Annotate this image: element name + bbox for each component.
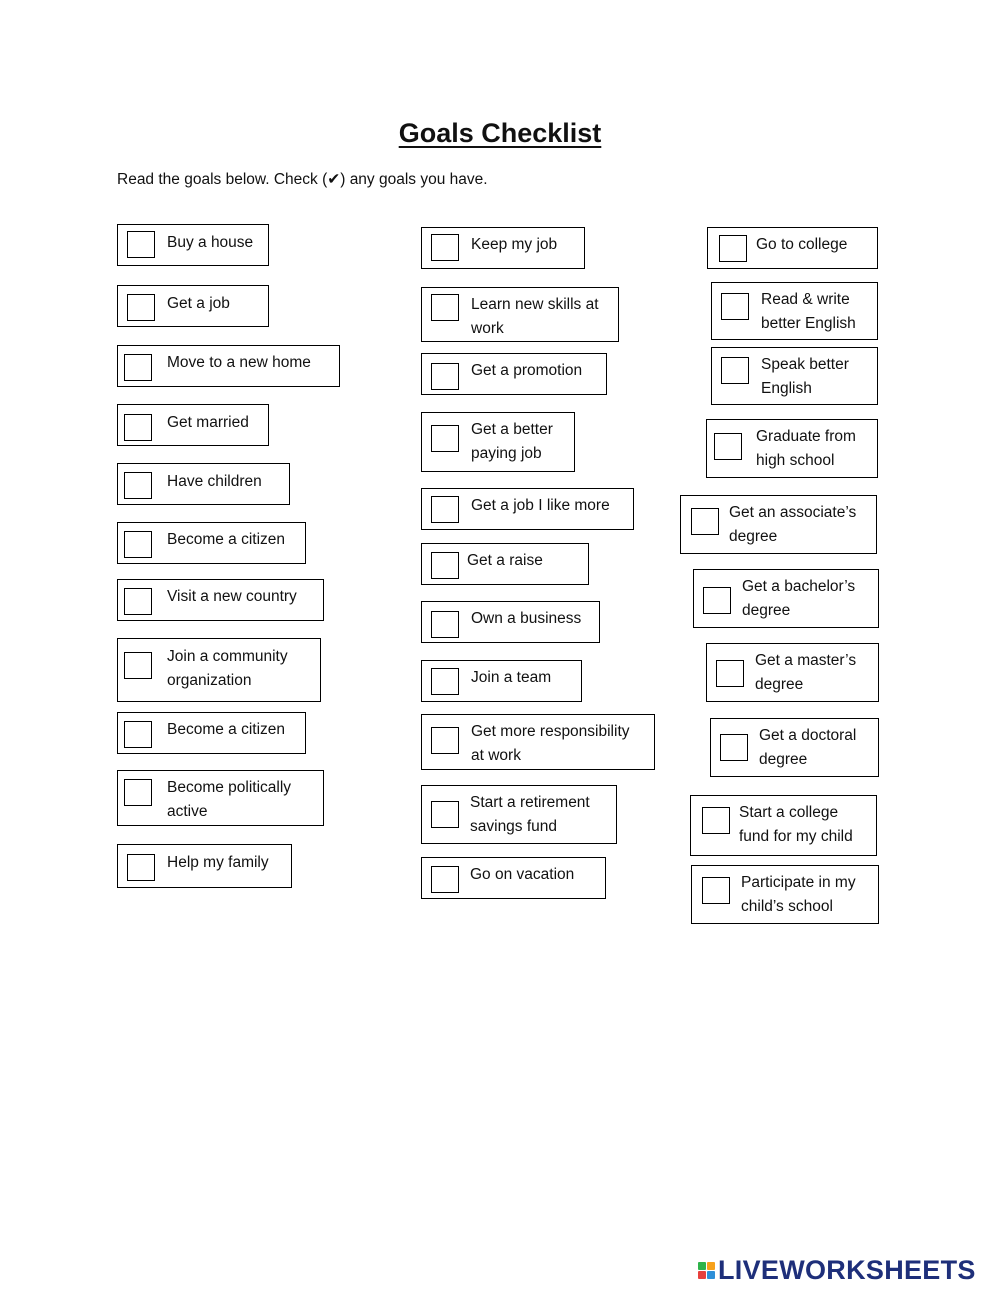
goal-item xyxy=(117,638,321,702)
goal-item xyxy=(117,844,292,888)
goal-label xyxy=(761,288,856,335)
goal-label-line: at work xyxy=(471,746,521,764)
goal-label xyxy=(761,353,849,400)
goal-item xyxy=(117,579,324,621)
goal-checkbox[interactable] xyxy=(721,357,749,384)
goal-label-line: fund for my child xyxy=(739,827,853,845)
goal-label-line: Get an associate’s xyxy=(729,504,857,521)
goal-checkbox[interactable] xyxy=(431,611,459,638)
goal-label xyxy=(471,293,599,340)
goal-label xyxy=(470,791,590,838)
goal-label-line: Get a job I like more xyxy=(471,497,610,514)
goal-label-line: Keep my job xyxy=(471,236,558,253)
goal-item xyxy=(421,601,600,643)
goal-label xyxy=(471,494,610,518)
goal-item xyxy=(117,712,306,754)
goal-checkbox[interactable] xyxy=(703,587,731,614)
goal-label xyxy=(167,528,285,552)
goal-item xyxy=(421,660,582,702)
goal-label-line: Start a retirement xyxy=(470,794,590,811)
goal-checkbox[interactable] xyxy=(124,354,152,381)
goal-label-line: work xyxy=(471,319,504,337)
goal-item xyxy=(707,227,878,269)
goal-label-line: degree xyxy=(759,750,808,768)
goal-label-line: Start a college xyxy=(739,804,839,821)
goal-item xyxy=(117,345,340,387)
goal-checkbox[interactable] xyxy=(431,727,459,754)
logo-wordmark: LIVEWORKSHEETS xyxy=(718,1254,976,1285)
goal-item xyxy=(117,285,269,327)
goal-label xyxy=(167,470,262,494)
goal-label xyxy=(167,851,269,875)
goal-label-line: English xyxy=(761,379,812,397)
goal-item xyxy=(710,718,879,777)
goal-item xyxy=(421,287,619,342)
goal-checkbox[interactable] xyxy=(431,866,459,893)
goal-label-line: child’s school xyxy=(741,897,833,915)
goal-label xyxy=(167,585,297,609)
goal-checkbox[interactable] xyxy=(431,801,459,828)
goal-checkbox[interactable] xyxy=(124,531,152,558)
goal-checkbox[interactable] xyxy=(431,294,459,321)
goal-label xyxy=(742,575,855,622)
goal-label-line: Buy a house xyxy=(167,234,254,251)
goal-checkbox[interactable] xyxy=(124,472,152,499)
goal-label xyxy=(756,233,847,257)
goal-label-line: Become a citizen xyxy=(167,721,286,738)
goal-checkbox[interactable] xyxy=(124,779,152,806)
goal-checkbox[interactable] xyxy=(124,414,152,441)
goal-label-line: Get a promotion xyxy=(471,362,583,379)
goal-checkbox[interactable] xyxy=(431,668,459,695)
goal-label-line: high school xyxy=(756,451,835,469)
logo-mark-icon xyxy=(698,1262,715,1279)
goal-label xyxy=(729,501,856,548)
goal-label-line: Get a job xyxy=(167,295,230,312)
goal-checkbox[interactable] xyxy=(127,294,155,321)
goal-label xyxy=(759,724,856,771)
goal-label xyxy=(471,233,557,257)
goal-checkbox[interactable] xyxy=(719,235,747,262)
goal-label-line: Get a master’s xyxy=(755,652,857,669)
goal-label-line: paying job xyxy=(471,444,542,462)
goal-label-line: Help my family xyxy=(167,854,269,871)
goal-item xyxy=(421,785,617,844)
goal-label-line: Read & write xyxy=(761,291,850,308)
goal-label-line: Have children xyxy=(167,473,262,490)
goal-item xyxy=(421,227,585,269)
goal-label-line: Get a bachelor’s xyxy=(742,578,856,595)
goal-checkbox[interactable] xyxy=(431,552,459,579)
goal-label xyxy=(470,863,574,887)
goal-label-line: active xyxy=(167,802,208,820)
goal-label xyxy=(167,292,230,316)
goal-checkbox[interactable] xyxy=(702,877,730,904)
goal-item xyxy=(117,522,306,564)
goal-label-line: degree xyxy=(755,675,804,693)
goal-label xyxy=(167,645,288,692)
goal-label-line: Get a better xyxy=(471,421,553,438)
goal-item xyxy=(117,463,290,505)
goal-item xyxy=(117,770,324,826)
goal-item xyxy=(117,404,269,446)
goal-label-line: better English xyxy=(761,314,856,332)
goal-label-line: savings fund xyxy=(470,817,558,835)
goal-item xyxy=(706,643,879,702)
goal-checkbox[interactable] xyxy=(720,734,748,761)
goal-label-line: Get married xyxy=(167,414,249,431)
goal-label xyxy=(756,425,856,472)
goal-label-line: Own a business xyxy=(471,610,582,627)
goal-item xyxy=(421,543,589,585)
goal-label xyxy=(167,718,285,742)
goal-label-line: Get a raise xyxy=(467,552,543,569)
goal-checkbox[interactable] xyxy=(691,508,719,535)
liveworksheets-logo xyxy=(698,1255,976,1285)
goal-item xyxy=(691,865,879,924)
goal-label xyxy=(471,418,553,465)
goal-item xyxy=(421,353,607,395)
goal-checkbox[interactable] xyxy=(702,807,730,834)
goal-label xyxy=(167,411,249,435)
goal-checkbox[interactable] xyxy=(124,721,152,748)
goal-label-line: degree xyxy=(742,601,791,619)
page-title: Goals Checklist xyxy=(398,118,602,148)
instructions: Read the goals below. Check (✔) any goals you have. xyxy=(117,171,488,188)
goal-label-line: Visit a new country xyxy=(167,588,297,605)
goal-label-line: Go on vacation xyxy=(470,866,575,883)
goal-label-line: Get more responsibility xyxy=(471,723,630,740)
goal-checkbox[interactable] xyxy=(431,234,459,261)
goal-label xyxy=(471,666,551,690)
goal-checkbox[interactable] xyxy=(124,588,152,615)
goal-label-line: Join a community xyxy=(167,648,288,665)
goal-item xyxy=(711,282,878,340)
goal-label-line: Move to a new home xyxy=(167,354,311,371)
goal-label-line: Become a citizen xyxy=(167,531,286,548)
goal-label-line: Graduate from xyxy=(756,428,856,445)
goal-checkbox[interactable] xyxy=(714,433,742,460)
goal-label xyxy=(471,359,582,383)
goal-label xyxy=(467,549,543,573)
goal-label-line: degree xyxy=(729,527,778,545)
goal-label xyxy=(167,351,311,375)
goal-label-line: Speak better xyxy=(761,356,849,373)
goal-label-line: Become politically xyxy=(167,779,292,796)
goal-label xyxy=(471,607,581,631)
goal-item xyxy=(690,795,877,856)
goal-checkbox[interactable] xyxy=(721,293,749,320)
goal-item xyxy=(421,412,575,472)
goal-item xyxy=(706,419,878,478)
goal-label-line: Go to college xyxy=(756,236,848,253)
goal-item xyxy=(693,569,879,628)
goal-label-line: Join a team xyxy=(471,669,552,686)
goal-label xyxy=(755,649,856,696)
goal-checkbox[interactable] xyxy=(431,363,459,390)
goal-label-line: Learn new skills at xyxy=(471,296,599,313)
goal-checkbox[interactable] xyxy=(431,425,459,452)
goal-label xyxy=(167,776,291,823)
goal-label xyxy=(167,231,253,255)
goal-label-line: Participate in my xyxy=(741,874,856,891)
goal-item xyxy=(421,488,634,530)
goal-label xyxy=(471,720,630,767)
goal-item xyxy=(680,495,877,554)
goal-checkbox[interactable] xyxy=(431,496,459,523)
goal-checkbox[interactable] xyxy=(716,660,744,687)
goal-label-line: organization xyxy=(167,671,252,689)
goal-item xyxy=(117,224,269,266)
goal-item xyxy=(711,347,878,405)
goal-checkbox[interactable] xyxy=(127,231,155,258)
goal-item xyxy=(421,714,655,770)
goal-item xyxy=(421,857,606,899)
goal-label-line: Get a doctoral xyxy=(759,727,857,744)
goal-label xyxy=(741,871,856,918)
goal-label xyxy=(739,801,853,848)
goal-checkbox[interactable] xyxy=(124,652,152,679)
goal-checkbox[interactable] xyxy=(127,854,155,881)
